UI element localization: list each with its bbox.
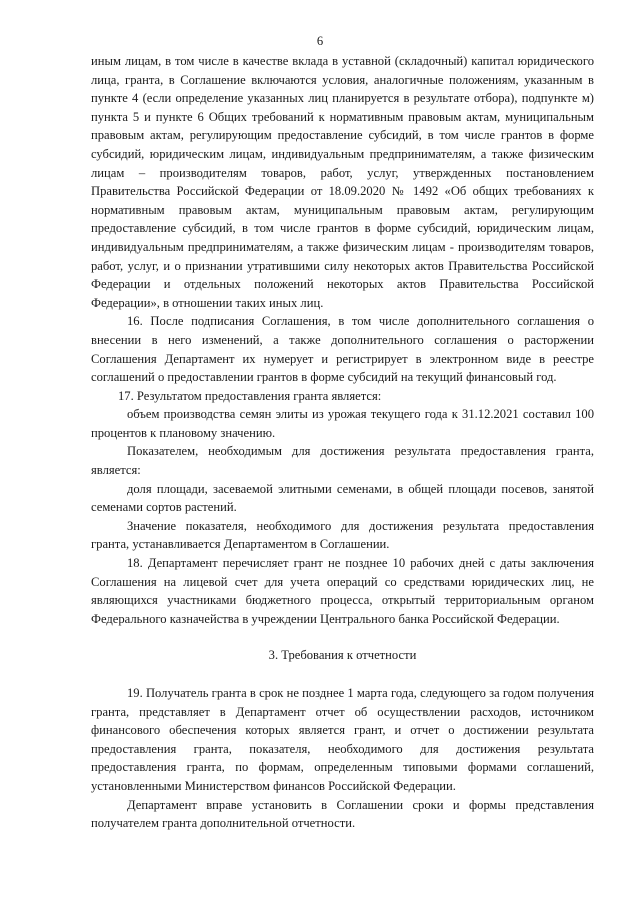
paragraph-18: 18. Департамент перечисляет грант не позднее 10 рабочих дней с даты заключения Соглашения на лицевой счет для учета операций со средствами юридических лиц, не являющихся участниками бюджетного процесса, открытый территориальным органом Федерального казначейства в учреждении Центрального банка Российской Федерации. [91,556,594,626]
paragraph-indicator-value: Значение показателя, необходимого для достижения результата предоставления гранта, устанавливается Департаментом в Соглашении. [91,518,594,552]
paragraph-17-result: объем производства семян элиты из урожая текущего года к 31.12.2021 составил 100 процентов к плановому значению. [91,407,594,440]
paragraph-continuation: иным лицам, в том числе в качестве вклада в уставной (складочный) капитал юридического лица, гранта, в Соглашение включаются условия, аналогичные положениям, указанным в пункте 4 (если определение указанных лиц планируется в результате отбора), подпункте м) пункта 5 и пункте 6 Общих требований к нормативным правовым актам, муниципальным правовым актам, регулирующим предоставление субсидий, в том числе грантов в форме субсидий, юридическим лицам, индивидуальным предпринимателям, а также физическим лицам – производителям товаров, работ, услуг, утвержденных постановлением Правительства Российской Федерации от 18.09.2020 № 1492 «Об общих требованиях к нормативным правовым актам, муниципальным правовым актам, регулирующим предоставление субсидий, в том числе грантов в форме субсидий, юридическим лицам, индивидуальным предпринимателям, а также физическим лицам - производителям товаров, работ, услуг, и о признании утратившими силу некоторых актов Правительства Российской Федерации и отдельных положений некоторых актов Правительства Российской Федерации», в отношении таких иных лиц. [91,54,594,310]
paragraph-16: 16. После подписания Соглашения, в том числе дополнительного соглашения о внесении в него изменений, а также дополнительного соглашения о расторжении Соглашения Департамент их нумерует и регистрирует в электронном виде в реестре соглашений о предоставлении грантов в форме субсидий на текущий финансовый год. [91,314,594,385]
paragraph-indicator: Показателем, необходимым для достижения результата предоставления гранта, является: [91,444,594,478]
document-body [91,52,594,833]
page-number: 6 [316,34,324,48]
paragraph-additional-reporting: Департамент вправе установить в Соглашении сроки и формы представления получателем гранта дополнительной отчетности. [91,797,594,831]
section-heading: 3. Требования к отчетности [268,648,417,663]
paragraph-17: 17. Результатом предоставления гранта является: [118,388,382,403]
paragraph-indicator-definition: доля площади, засеваемой элитными семенами, в общей площади посевов, занятой семенами сортов растений. [91,481,594,515]
paragraph-19: 19. Получатель гранта в срок не позднее 1 марта года, следующего за годом получения гранта, представляет в Департамент отчет об осуществлении расходов, источником финансового обеспечения которых является грант, и отчет о достижении результата предоставления гранта, показателя, необходимого для достижения результата предоставления гранта, по формам, определенным типовыми формами соглашений, установленными Министерством финансов Российской Федерации. [91,686,594,793]
